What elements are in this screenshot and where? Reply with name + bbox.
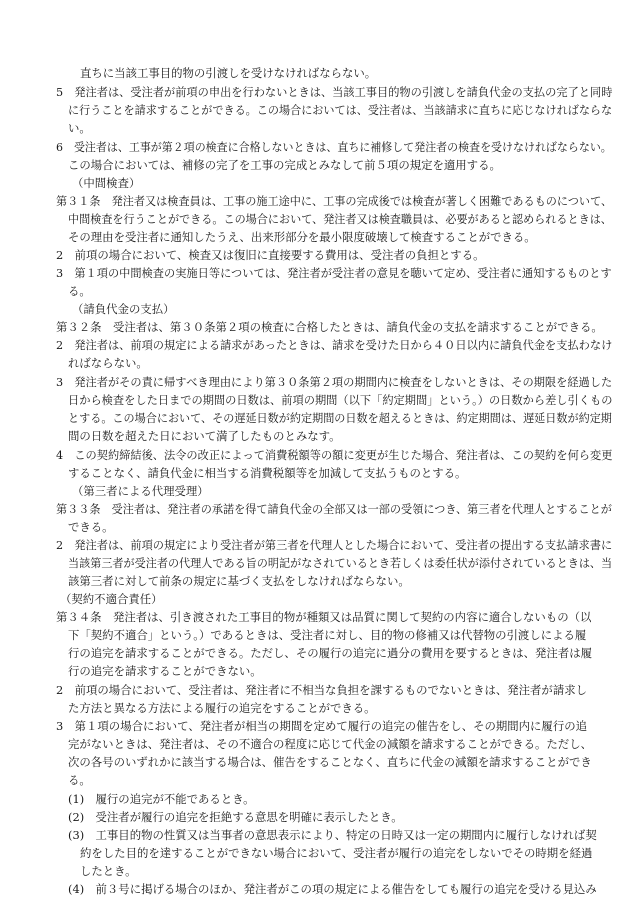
paragraph-line: 次の各号のいずれかに該当する場合は、催告をすることなく、直ちに代金の減額を請求することができ	[68, 755, 592, 769]
clause-6-line: 6 受注者は、工事が第２項の検査に合格しないときは、直ちに補修して発注者の検査を受けなければならない。	[56, 140, 612, 154]
paragraph-line: とする。この場合において、その遅延日数が約定期間の日数を超えるときは、約定期間は、遅延日数が約定期	[68, 411, 612, 425]
clause-2-line: 2 前項の場合において、受注者は、発注者に不相当な負担を課するものでないときは、発注者が請求し	[56, 683, 587, 697]
paragraph-line: 行の追完を請求することができる。ただし、その履行の追完に過分の費用を要するときは、発注者は履	[68, 646, 592, 660]
clause-2-line: 2 発注者は、前項の規定による請求があったときは、請求を受けた日から４０日以内に請負代金を支払わなけ	[56, 338, 613, 352]
article-heading-interim-inspection: （中間検査）	[72, 176, 141, 190]
article-34-line: 第３４条 発注者は、引き渡された工事目的物が種類又は品質に関して契約の内容に適合しないもの（以	[56, 610, 592, 624]
paragraph-line: することなく、請負代金に相当する消費税額等を加減して支払うものとする。	[68, 466, 467, 480]
paragraph-line: したとき。	[80, 864, 137, 878]
item-4-line: (4) 前３号に掲げる場合のほか、発注者がこの項の規定による催告をしても履行の追完を受ける見込み	[68, 882, 597, 896]
article-32-line: 第３２条 受注者は、第３０条第２項の検査に合格したときは、請負代金の支払を請求することができる。	[56, 320, 603, 334]
paragraph-line: 日から検査をした日までの期間の日数は、前項の期間（以下「約定期間」という。）の日数から差し引くもの	[68, 393, 613, 407]
paragraph-line: ればならない。	[68, 356, 148, 370]
paragraph-line: 下「契約不適合」という。）であるときは、受注者に対し、目的物の修補又は代替物の引渡しによる履	[68, 628, 587, 642]
paragraph-line: る。	[68, 284, 91, 298]
paragraph-line: できる。	[68, 520, 114, 534]
paragraph-line: その理由を受注者に通知したうえ、出来形部分を最小限度破壊して検査することができる。	[68, 230, 536, 244]
item-3-line: (3) 工事目的物の性質又は当事者の意思表示により、特定の日時又は一定の期間内に履行しなければ契	[68, 828, 597, 842]
paragraph-line: る。	[68, 773, 91, 787]
item-2-line: (2) 受注者が履行の追完を拒絶する意思を明確に表示したとき。	[68, 810, 403, 824]
paragraph-line: た方法と異なる方法による履行の追完をすることができる。	[68, 701, 376, 715]
paragraph-line: 間の日数を超えた日において満了したものとみなす。	[68, 429, 341, 443]
clause-4-line: 4 この契約締結後、法令の改正によって消費税額等の額に変更が生じた場合、発注者は、この契約を何ら変更	[56, 448, 613, 462]
article-heading-payment: （請負代金の支払）	[72, 302, 175, 316]
article-heading-nonconformity: （契約不適合責任）	[60, 592, 163, 606]
paragraph-line: 約をした目的を達することができない場合において、受注者が履行の追完をしないでその時期を経過	[80, 846, 593, 860]
paragraph-line: 当該第三者が受注者の代理人である旨の明記がなされているとき若しくは委任状が添付されているときは、当	[68, 556, 613, 570]
clause-3-line: 3 第１項の中間検査の実施日等については、発注者が受注者の意見を聴いて定め、受注者に通知するものとす	[56, 266, 612, 280]
article-31-line: 第３１条 発注者又は検査員は、工事の施工途中に、工事の完成後では検査が著しく困難であるものについて、	[56, 194, 613, 208]
paragraph-line: 完がないときは、発注者は、その不適合の程度に応じて代金の減額を請求することができる。ただし、	[68, 737, 592, 751]
clause-2-line: 2 前項の場合において、検査又は復旧に直接要する費用は、受注者の負担とする。	[56, 248, 485, 262]
item-1-line: (1) 履行の追完が不能であるとき。	[68, 792, 255, 806]
paragraph-line: 中間検査を行うことができる。この場合において、発注者又は検査職員は、必要があると認められるときは、	[68, 212, 612, 226]
paragraph-line: 直ちに当該工事目的物の引渡しを受けなければならない。	[80, 66, 377, 80]
paragraph-line: い。	[68, 121, 91, 135]
article-heading-proxy-receipt: （第三者による代理受理）	[72, 484, 209, 498]
paragraph-line: 該第三者に対して前条の規定に基づく支払をしなければならない。	[68, 574, 410, 588]
clause-3-line: 3 発注者がその責に帰すべき理由により第３０条第２項の期間内に検査をしないときは、その期限を経過した	[56, 375, 613, 389]
article-33-line: 第３３条 受注者は、発注者の承諾を得て請負代金の全部又は一部の受領につき、第三者を代理人とすることが	[56, 502, 612, 516]
clause-3-line: 3 第１項の場合において、発注者が相当の期間を定めて履行の追完の催告をし、その期間内に履行の追	[56, 719, 587, 733]
clause-5-line: 5 発注者は、受注者が前項の申出を行わないときは、当該工事目的物の引渡しを請負代金の支払の完了と同時	[56, 85, 613, 99]
paragraph-line: この場合においては、補修の完了を工事の完成とみなして前５項の規定を適用する。	[68, 158, 501, 172]
clause-2-line: 2 発注者は、前項の規定により受注者が第三者を代理人とした場合において、受注者の提出する支払請求書に	[56, 538, 613, 552]
paragraph-line: に行うことを請求することができる。この場合においては、受注者は、当該請求に直ちに応じなければならな	[68, 103, 613, 117]
paragraph-line: 行の追完を請求することができない。	[68, 664, 262, 678]
